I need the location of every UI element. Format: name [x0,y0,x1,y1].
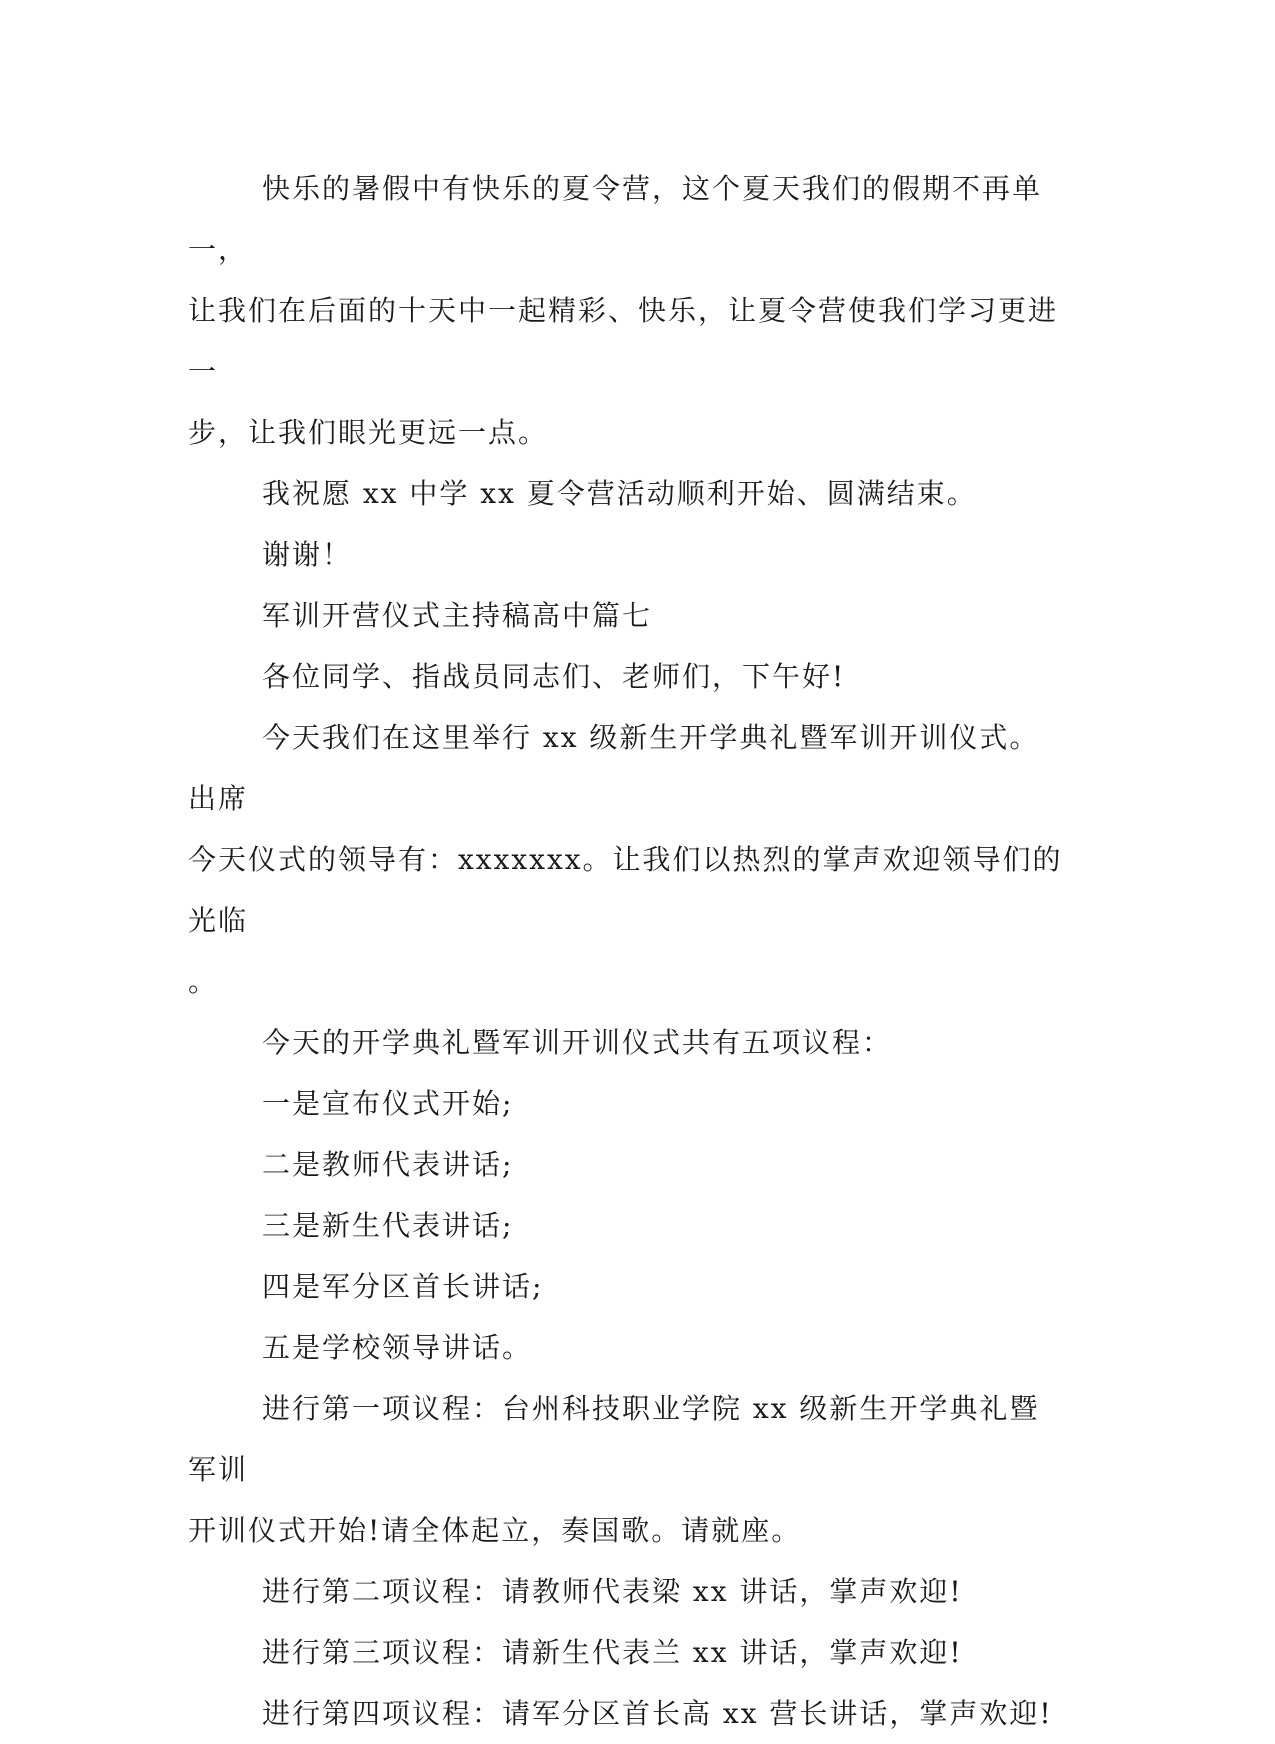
agenda-item: 三是新生代表讲话; [262,1209,514,1242]
paragraph-ceremony-intro: 今天我们在这里举行 xx 级新生开学典礼暨军训开训仪式。出席 今天仪式的领导有：xxxxxxx。让我们以热烈的掌声欢迎领导们的光临 。 [188,721,1063,998]
agenda-item: 四是军分区首长讲话; [262,1270,544,1303]
paragraph-summer-camp: 快乐的暑假中有快乐的夏令营，这个夏天我们的假期不再单一， 让我们在后面的十天中一起精彩、快乐，让夏令营使我们学习更进一 步，让我们眼光更远一点。 [188,172,1059,449]
agenda-step-three: 进行第三项议程：请新生代表兰 xx 讲话，掌声欢迎! [262,1636,963,1669]
paragraph-greeting: 各位同学、指战员同志们、老师们，下午好! [262,660,846,693]
paragraph-agenda-intro: 今天的开学典礼暨军训开训仪式共有五项议程： [262,1026,893,1059]
agenda-step-two: 进行第二项议程：请教师代表梁 xx 讲话，掌声欢迎! [262,1575,963,1608]
agenda-item: 一是宣布仪式开始; [262,1087,514,1120]
agenda-step-four: 进行第四项议程：请军分区首长高 xx 营长讲话，掌声欢迎! [262,1697,1053,1730]
agenda-step-one: 进行第一项议程：台州科技职业学院 xx 级新生开学典礼暨军训 开训仪式开始!请全体起立，奏国歌。请就座。 [188,1392,1040,1547]
paragraph-thanks: 谢谢！ [262,538,353,571]
agenda-item: 五是学校领导讲话。 [262,1331,533,1364]
paragraph-wish: 我祝愿 xx 中学 xx 夏令营活动顺利开始、圆满结束。 [262,477,977,510]
section-title: 军训开营仪式主持稿高中篇七 [262,599,653,632]
document-body [188,158,1068,1744]
agenda-item: 二是教师代表讲话; [262,1148,514,1181]
